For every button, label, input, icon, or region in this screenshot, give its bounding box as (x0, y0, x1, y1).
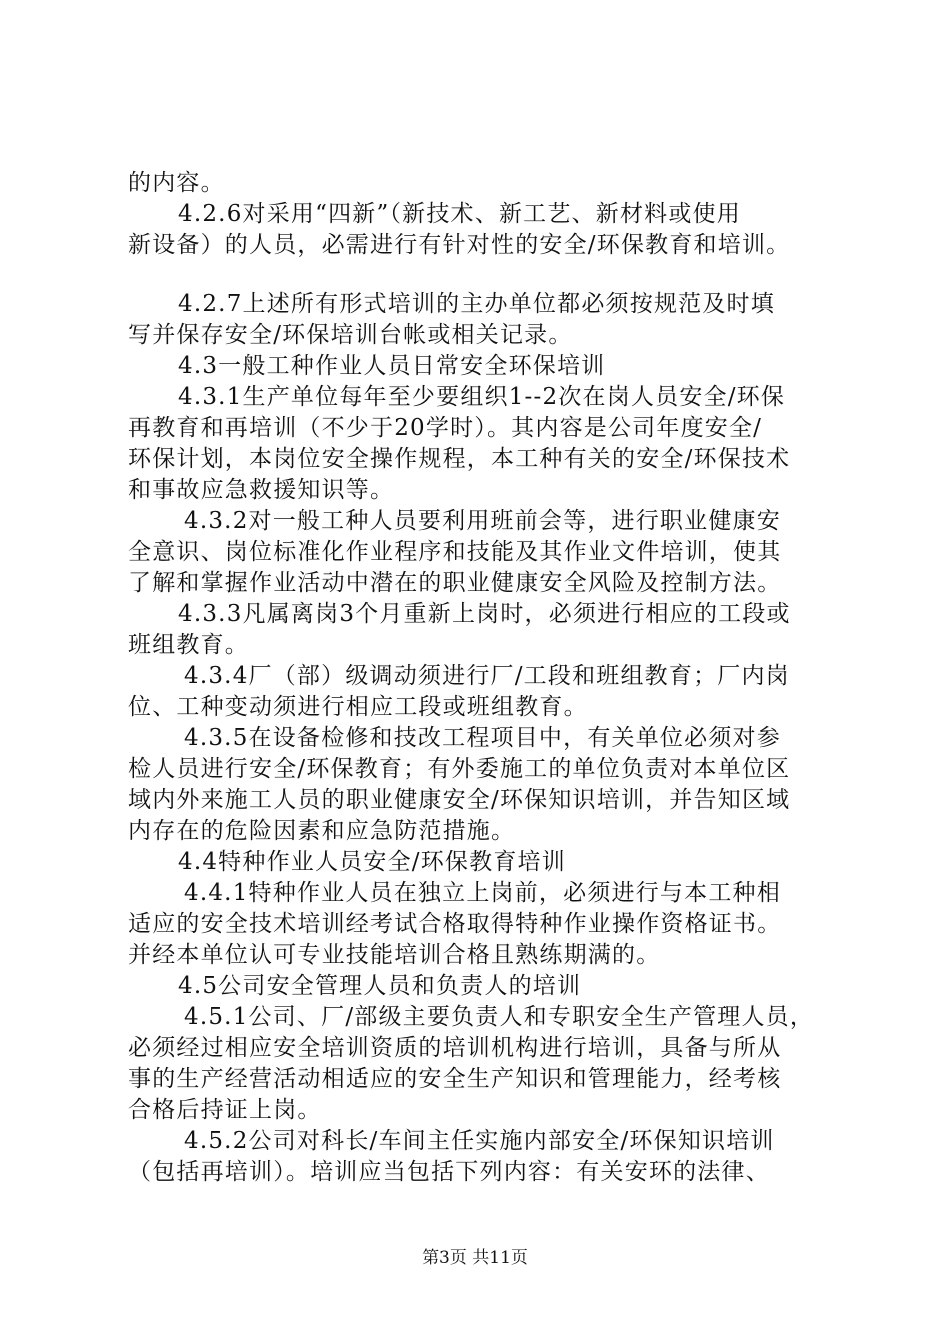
text-line: 4.3.1生产单位每年至少要组织1--2次在岗人员安全/环保 (178, 384, 786, 410)
text-line: 新设备）的人员，必需进行有针对性的安全/环保教育和培训。 (128, 232, 791, 258)
text-line: （包括再培训）。培训应当包括下列内容：有关安环的法律、 (128, 1159, 770, 1185)
text-line: 再教育和再培训（不少于20学时）。其内容是公司年度安全/ (128, 415, 763, 441)
text-line: 位、工种变动须进行相应工段或班组教育。 (128, 694, 588, 720)
text-line: 4.2.7上述所有形式培训的主办单位都必须按规范及时填 (178, 291, 775, 317)
text-line: 合格后持证上岗。 (128, 1097, 322, 1123)
document-body (128, 168, 838, 1188)
text-line: 内存在的危险因素和应急防范措施。 (128, 818, 516, 844)
text-line: 4.5.1公司、厂/部级主要负责人和专职安全生产管理人员， (184, 1004, 815, 1030)
text-line: 4.3.4厂（部）级调动须进行厂/工段和班组教育；厂内岗 (184, 663, 790, 689)
text-line: 的内容。 (128, 170, 225, 196)
text-line: 事的生产经营活动相适应的安全生产知识和管理能力，经考核 (128, 1066, 782, 1092)
text-line: 了解和掌握作业活动中潜在的职业健康安全风险及控制方法。 (128, 570, 782, 596)
text-line: 检人员进行安全/环保教育；有外委施工的单位负责对本单位区 (128, 756, 791, 782)
text-line: 4.4.1特种作业人员在独立上岗前，必须进行与本工种相 (184, 880, 781, 906)
text-line: 并经本单位认可专业技能培训合格且熟练期满的。 (128, 942, 661, 968)
text-line: 写并保存安全/环保培训台帐或相关记录。 (128, 322, 573, 348)
text-line: 环保计划，本岗位安全操作规程，本工种有关的安全/环保技术 (128, 446, 791, 472)
text-line: 全意识、岗位标准化作业程序和技能及其作业文件培训，使其 (128, 539, 782, 565)
text-line: 4.3.3凡属离岗3个月重新上岗时，必须进行相应的工段或 (178, 601, 791, 627)
text-line: 和事故应急救援知识等。 (128, 477, 395, 503)
text-line: 4.2.6对采用“四新”（新技术、新工艺、新材料或使用 (178, 201, 741, 227)
section-heading: 4.4特种作业人员安全/环保教育培训 (178, 849, 566, 875)
text-line: 4.3.5在设备检修和技改工程项目中，有关单位必须对参 (184, 725, 781, 751)
section-heading: 4.3一般工种作业人员日常安全环保培训 (178, 353, 606, 379)
text-line: 4.5.2公司对科长/车间主任实施内部安全/环保知识培训 (184, 1128, 775, 1154)
text-line: 4.3.2对一般工种人员要利用班前会等，进行职业健康安 (184, 508, 781, 534)
page-number-footer: 第3页 共11页 (422, 1248, 528, 1268)
text-line: 必须经过相应安全培训资质的培训机构进行培训，具备与所从 (128, 1035, 782, 1061)
text-line: 适应的安全技术培训经考试合格取得特种作业操作资格证书。 (128, 911, 782, 937)
section-heading: 4.5公司安全管理人员和负责人的培训 (178, 973, 582, 999)
paragraph-gap (128, 261, 838, 289)
text-line: 班组教育。 (128, 632, 249, 658)
text-line: 域内外来施工人员的职业健康安全/环保知识培训，并告知区域 (128, 787, 791, 813)
